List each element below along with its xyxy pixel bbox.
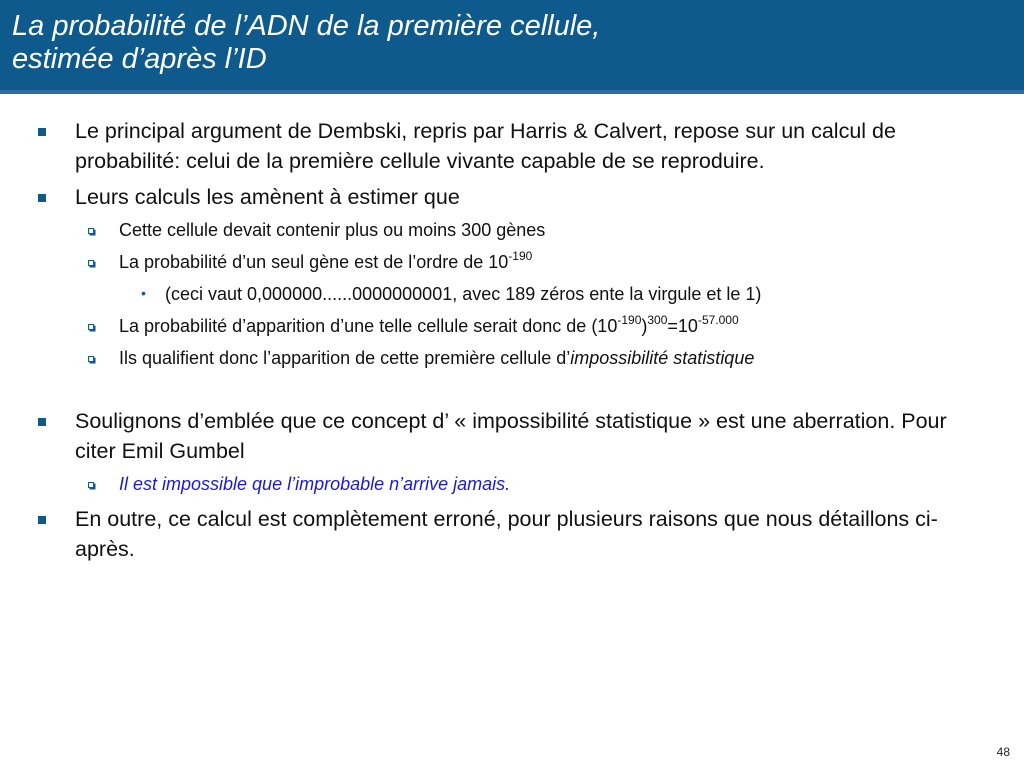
sub-bullet-text: La probabilité d’apparition d’une telle cellule serait donc de (10 [119, 316, 618, 336]
sub-bullet-text: La probabilité d’un seul gène est de l’ordre de 10 [119, 252, 509, 272]
title-divider [0, 90, 1024, 94]
bullet-text: Soulignons d’emblée que ce concept d’ « impossibilité statistique » est une aberration. Pour citer Emil Gumbel [75, 409, 947, 463]
sub-bullet-statistical-impossibility [119, 346, 979, 370]
sub-sub-bullet-zeros [141, 282, 985, 306]
exponent: 300 [647, 313, 668, 327]
sub-bullet-genes [119, 218, 979, 242]
title-bar [0, 0, 1024, 90]
paren-close: ) [641, 316, 648, 336]
bullet-erroneous-calculation [75, 504, 975, 564]
bullet-text: En outre, ce calcul est complètement erroné, pour plusieurs raisons que nous détaillons ci-après. [75, 507, 938, 561]
exponent: -57.000 [697, 313, 739, 327]
hollow-square-bullet-icon [88, 482, 94, 488]
bullet-aberration [75, 406, 975, 466]
slide-content [0, 116, 1024, 570]
hollow-square-bullet-icon [88, 356, 94, 362]
hollow-square-bullet-icon [88, 260, 94, 266]
sub-bullet-gumbel-quote [119, 472, 979, 496]
square-bullet-icon [38, 418, 46, 426]
bullet-main-argument [75, 116, 975, 176]
bullet-text: Leurs calculs les amènent à estimer que [75, 185, 460, 209]
square-bullet-icon [38, 516, 46, 524]
sub-bullet-gene-probability [119, 250, 979, 274]
square-bullet-icon [38, 194, 46, 202]
hollow-square-bullet-icon [88, 324, 94, 330]
slide-title-line-2: estimée d’après l’ID [12, 43, 267, 75]
dot-bullet-icon: • [141, 285, 146, 301]
spacer [0, 378, 1024, 406]
sub-bullet-text: Cette cellule devait contenir plus ou moins 300 gènes [119, 220, 546, 240]
slide-title-line-1: La probabilité de l’ADN de la première cellule, [12, 10, 601, 42]
equals-ten: =10 [667, 316, 698, 336]
hollow-square-bullet-icon [88, 228, 94, 234]
square-bullet-icon [38, 128, 46, 136]
page-number: 48 [996, 745, 1010, 759]
bullet-text: Le principal argument de Dembski, repris par Harris & Calvert, repose sur un calcul de probabilité: celui de la première cellule vivante capable de se reproduire. [75, 119, 896, 173]
exponent: -190 [508, 249, 533, 263]
quote-text: Il est impossible que l’improbable n’arrive jamais. [119, 474, 511, 494]
emphasis-text: impossibilité statistique [570, 348, 755, 368]
sub-bullet-text: Ils qualifient donc l’apparition de cette première cellule d’ [119, 348, 571, 368]
sub-bullet-cell-probability [119, 314, 979, 338]
sub-sub-bullet-text: (ceci vaut 0,000000......0000000001, avec 189 zéros ente la virgule et le 1) [165, 284, 762, 304]
bullet-calculations [75, 182, 975, 212]
exponent: -190 [617, 313, 642, 327]
